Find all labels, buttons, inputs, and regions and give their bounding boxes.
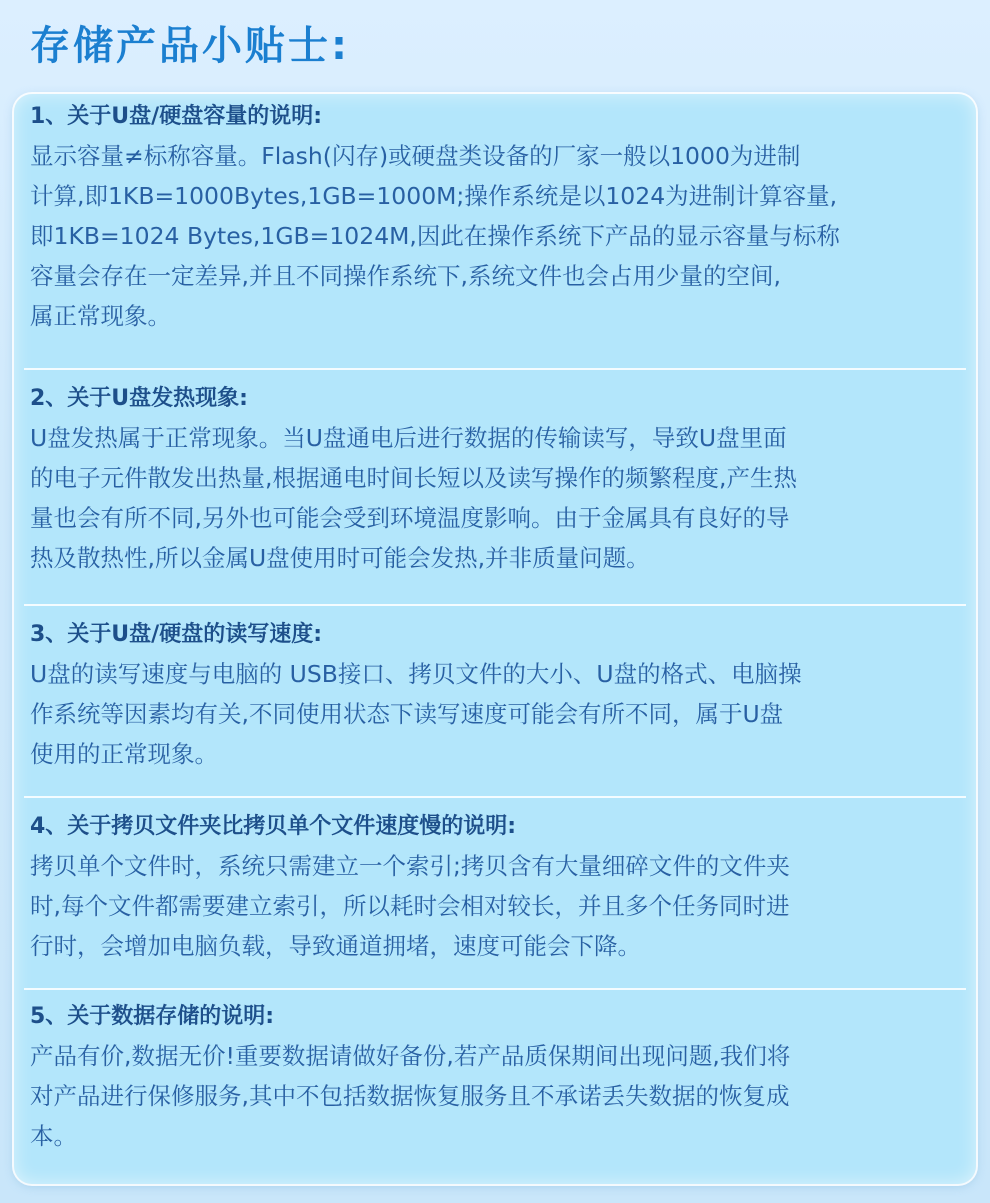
page-title: 存储产品小贴士:	[30, 23, 350, 69]
section-heading: 3、关于U盘/硬盘的读写速度:	[30, 622, 323, 647]
body-line: 产品有价,数据无价!重要数据请做好备份,若产品质保期间出现问题,我们将	[30, 1042, 791, 1070]
body-line: U盘发热属于正常现象。当U盘通电后进行数据的传输读写，导致U盘里面	[30, 424, 787, 452]
section-body	[30, 846, 964, 966]
section-heading: 2、关于U盘发热现象:	[30, 386, 248, 411]
body-line: 拷贝单个文件时，系统只需建立一个索引;拷贝含有大量细碎文件的文件夹	[30, 852, 790, 880]
body-line: 使用的正常现象。	[30, 740, 218, 768]
section-divider	[24, 796, 966, 798]
section-body	[30, 418, 964, 578]
tip-section-capacity	[30, 98, 964, 336]
section-body	[30, 654, 964, 774]
section-heading: 1、关于U盘/硬盘容量的说明:	[30, 104, 323, 129]
body-line: 即1KB=1024 Bytes,1GB=1024M,因此在操作系统下产品的显示容量与标称	[30, 222, 840, 250]
body-line: 量也会有所不同,另外也可能会受到环境温度影响。由于金属具有良好的导	[30, 504, 790, 532]
body-line: 作系统等因素均有关,不同使用状态下读写速度可能会有所不同，属于U盘	[30, 700, 784, 728]
section-divider	[24, 368, 966, 370]
tip-section-copy	[30, 808, 964, 966]
body-line: 的电子元件散发出热量,根据通电时间长短以及读写操作的频繁程度,产生热	[30, 464, 797, 492]
section-body	[30, 136, 964, 336]
section-heading: 5、关于数据存储的说明:	[30, 1004, 275, 1029]
body-line: 显示容量≠标称容量。Flash(闪存)或硬盘类设备的厂家一般以1000为进制	[30, 142, 801, 170]
body-line: 行时，会增加电脑负载，导致通道拥堵，速度可能会下降。	[30, 932, 641, 960]
tip-section-data-storage	[30, 998, 964, 1156]
body-line: 热及散热性,所以金属U盘使用时可能会发热,并非质量问题。	[30, 544, 650, 572]
body-line: 本。	[30, 1122, 77, 1150]
body-line: 容量会存在一定差异,并且不同操作系统下,系统文件也会占用少量的空间,	[30, 262, 781, 290]
body-line: 时,每个文件都需要建立索引，所以耗时会相对较长，并且多个任务同时进	[30, 892, 790, 920]
tips-panel	[14, 94, 976, 1184]
section-body	[30, 1036, 964, 1156]
section-divider	[24, 604, 966, 606]
body-line: 对产品进行保修服务,其中不包括数据恢复服务且不承诺丢失数据的恢复成	[30, 1082, 790, 1110]
body-line: U盘的读写速度与电脑的 USB接口、拷贝文件的大小、U盘的格式、电脑操	[30, 660, 802, 688]
tip-section-speed	[30, 616, 964, 774]
section-heading: 4、关于拷贝文件夹比拷贝单个文件速度慢的说明:	[30, 814, 517, 839]
section-divider	[24, 988, 966, 990]
body-line: 属正常现象。	[30, 302, 171, 330]
body-line: 计算,即1KB=1000Bytes,1GB=1000M;操作系统是以1024为进制计算容量,	[30, 182, 838, 210]
tip-section-heating	[30, 380, 964, 578]
